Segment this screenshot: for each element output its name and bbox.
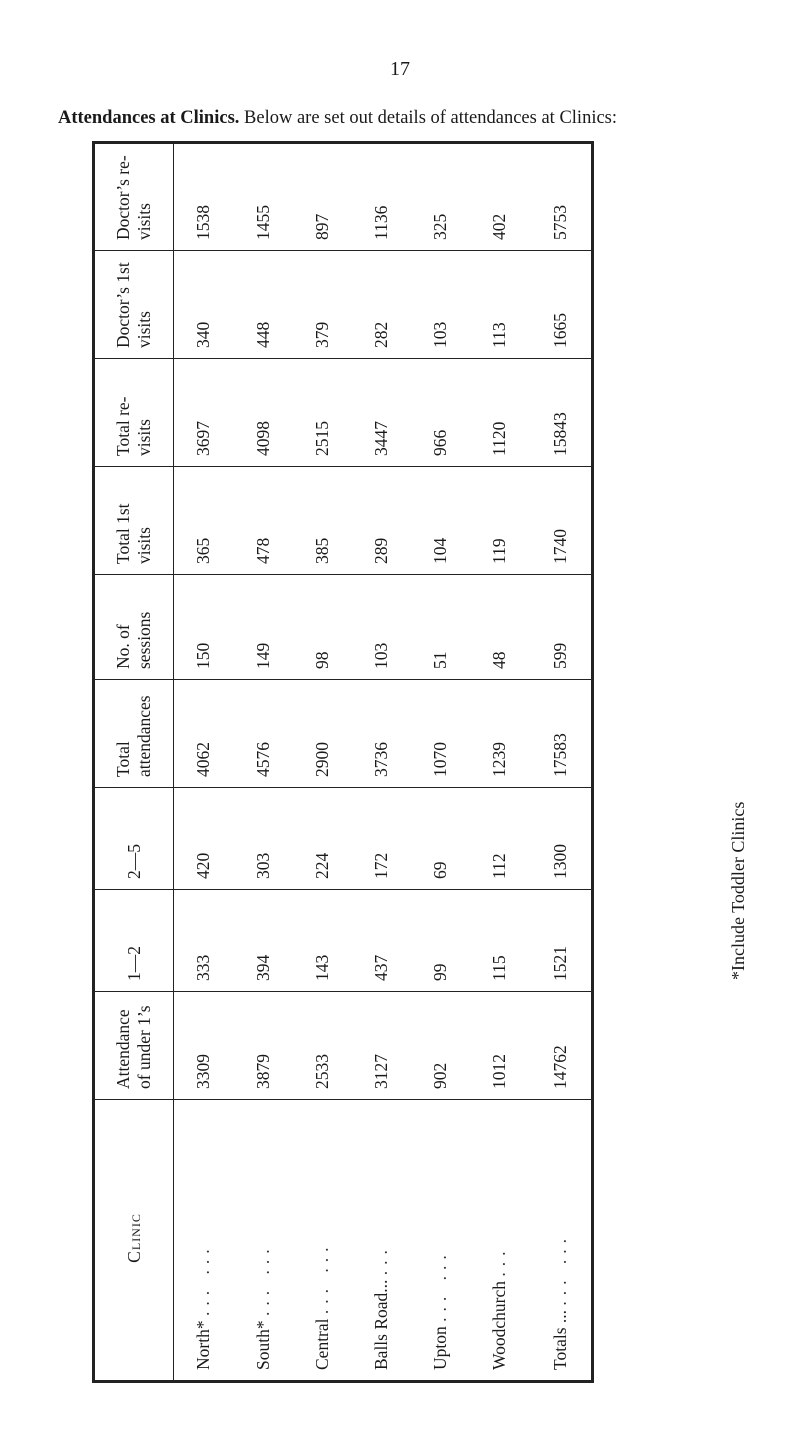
clinic-name-cell [411, 1100, 470, 1382]
value-cell: 2533 [293, 992, 352, 1100]
value-cell: 1070 [411, 680, 470, 788]
value-cell: 104 [411, 467, 470, 575]
col-header-2-5: 2—5 [94, 788, 174, 890]
value-cell: 599 [529, 575, 592, 680]
attendance-table [92, 141, 594, 1383]
value-cell: 17583 [529, 680, 592, 788]
value-cell: 385 [293, 467, 352, 575]
col-header-doctor-1st-visits: Doctor’s 1st visits [94, 251, 174, 359]
value-cell: 69 [411, 788, 470, 890]
value-cell: 1120 [470, 359, 529, 467]
value-cell: 325 [411, 143, 470, 251]
value-cell: 149 [234, 575, 293, 680]
leader-dots: ... ... [312, 1241, 333, 1315]
value-cell: 3309 [174, 992, 234, 1100]
value-cell: 394 [234, 890, 293, 992]
value-cell: 14762 [529, 992, 592, 1100]
heading-text: Below are set out details of attendances at Clinics: [239, 108, 618, 128]
attendance-table-rotated [92, 155, 594, 1383]
value-cell: 1239 [470, 680, 529, 788]
col-header-total-1st-visits: Total 1st visits [94, 467, 174, 575]
leader-dots: ... [371, 1244, 392, 1276]
clinic-name-cell [234, 1100, 293, 1382]
value-cell: 2515 [293, 359, 352, 467]
value-cell: 3697 [174, 359, 234, 467]
col-header-total-attendances: Total attendances [94, 680, 174, 788]
value-cell: 1012 [470, 992, 529, 1100]
clinic-name-cell [529, 1100, 592, 1382]
value-cell: 966 [411, 359, 470, 467]
clinic-name: Woodchurch [489, 1281, 510, 1370]
leader-dots: ... ... [430, 1249, 451, 1322]
value-cell: 115 [470, 890, 529, 992]
footnote: *Include Toddler Clinics [728, 801, 748, 980]
value-cell: 5753 [529, 143, 592, 251]
value-cell: 98 [293, 575, 352, 680]
value-cell: 143 [293, 890, 352, 992]
value-cell: 448 [234, 251, 293, 359]
value-cell: 897 [293, 143, 352, 251]
col-header-under-1: Attendance of under 1’s [94, 992, 174, 1100]
leader-dots: ... [489, 1245, 510, 1277]
value-cell: 1665 [529, 251, 592, 359]
col-header-doctor-re-visits: Doctor’s re-visits [94, 143, 174, 251]
page-number: 17 [390, 58, 410, 80]
clinic-name: Totals ... [549, 1309, 570, 1370]
value-cell: 99 [411, 890, 470, 992]
col-header-1-2: 1—2 [94, 890, 174, 992]
leader-dots: ... ... [252, 1243, 273, 1317]
heading-bold: Attendances at Clinics. [58, 108, 240, 128]
clinic-name-cell [470, 1100, 529, 1382]
value-cell: 437 [352, 890, 411, 992]
value-cell: 113 [470, 251, 529, 359]
value-cell: 379 [293, 251, 352, 359]
value-cell: 282 [352, 251, 411, 359]
leader-dots: ... ... [549, 1232, 570, 1306]
table-row [470, 143, 529, 1382]
value-cell: 119 [470, 467, 529, 575]
clinic-name: Upton [430, 1326, 451, 1370]
clinic-name-cell [293, 1100, 352, 1382]
value-cell: 3447 [352, 359, 411, 467]
value-cell: 1136 [352, 143, 411, 251]
table-row [174, 143, 234, 1382]
value-cell: 1300 [529, 788, 592, 890]
value-cell: 3879 [234, 992, 293, 1100]
value-cell: 365 [174, 467, 234, 575]
value-cell: 15843 [529, 359, 592, 467]
value-cell: 103 [352, 575, 411, 680]
col-header-clinic: Clinic [94, 1100, 174, 1382]
value-cell: 902 [411, 992, 470, 1100]
value-cell: 340 [174, 251, 234, 359]
value-cell: 3736 [352, 680, 411, 788]
table-row [411, 143, 470, 1382]
value-cell: 289 [352, 467, 411, 575]
table-row [234, 143, 293, 1382]
value-cell: 48 [470, 575, 529, 680]
value-cell: 3127 [352, 992, 411, 1100]
clinic-name: South* [252, 1320, 273, 1370]
table-header-row [94, 143, 174, 1382]
col-header-total-re-visits: Total re-visits [94, 359, 174, 467]
clinic-name: Balls Road... [371, 1279, 392, 1370]
value-cell: 1521 [529, 890, 592, 992]
table-row [293, 143, 352, 1382]
value-cell: 4576 [234, 680, 293, 788]
value-cell: 51 [411, 575, 470, 680]
value-cell: 303 [234, 788, 293, 890]
value-cell: 1455 [234, 143, 293, 251]
value-cell: 4062 [174, 680, 234, 788]
value-cell: 333 [174, 890, 234, 992]
value-cell: 103 [411, 251, 470, 359]
clinic-name: North* [193, 1320, 214, 1370]
clinic-name-cell [352, 1100, 411, 1382]
value-cell: 150 [174, 575, 234, 680]
leader-dots: ... ... [193, 1243, 214, 1317]
value-cell: 4098 [234, 359, 293, 467]
value-cell: 2900 [293, 680, 352, 788]
value-cell: 1740 [529, 467, 592, 575]
value-cell: 420 [174, 788, 234, 890]
table-row [529, 143, 592, 1382]
value-cell: 172 [352, 788, 411, 890]
value-cell: 112 [470, 788, 529, 890]
value-cell: 224 [293, 788, 352, 890]
col-header-sessions: No. of sessions [94, 575, 174, 680]
value-cell: 1538 [174, 143, 234, 251]
table-row [352, 143, 411, 1382]
clinic-name-cell [174, 1100, 234, 1382]
section-heading [30, 108, 780, 129]
value-cell: 478 [234, 467, 293, 575]
clinic-name: Central [312, 1318, 333, 1370]
value-cell: 402 [470, 143, 529, 251]
